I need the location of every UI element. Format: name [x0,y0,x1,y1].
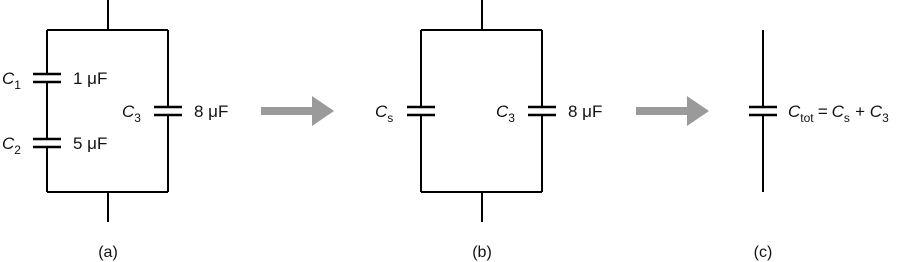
c2-value: 5 μF [73,134,108,153]
right-arrow-1 [261,96,334,126]
c1-value: 1 μF [73,69,108,88]
ctot-equation: $C_{tot} = C_s + C_3$ [788,102,889,125]
c3-label: $C_3$ [122,102,141,125]
panel-a-circuit [2,0,228,261]
c1-label: $C_1$ [2,69,21,92]
c3-label: $C_3$ [496,102,515,125]
caption-a: (a) [98,244,118,261]
panel-b-circuit [375,0,602,261]
panel-c-circuit [749,30,889,261]
caption-b: (b) [472,244,492,261]
c3-value: 8 μF [194,102,229,121]
cs-label: $C_s$ [375,102,394,125]
c3-value: 8 μF [568,102,603,121]
caption-c: (c) [753,244,773,261]
right-arrow-2 [636,96,709,126]
c2-label: $C_2$ [2,134,21,157]
